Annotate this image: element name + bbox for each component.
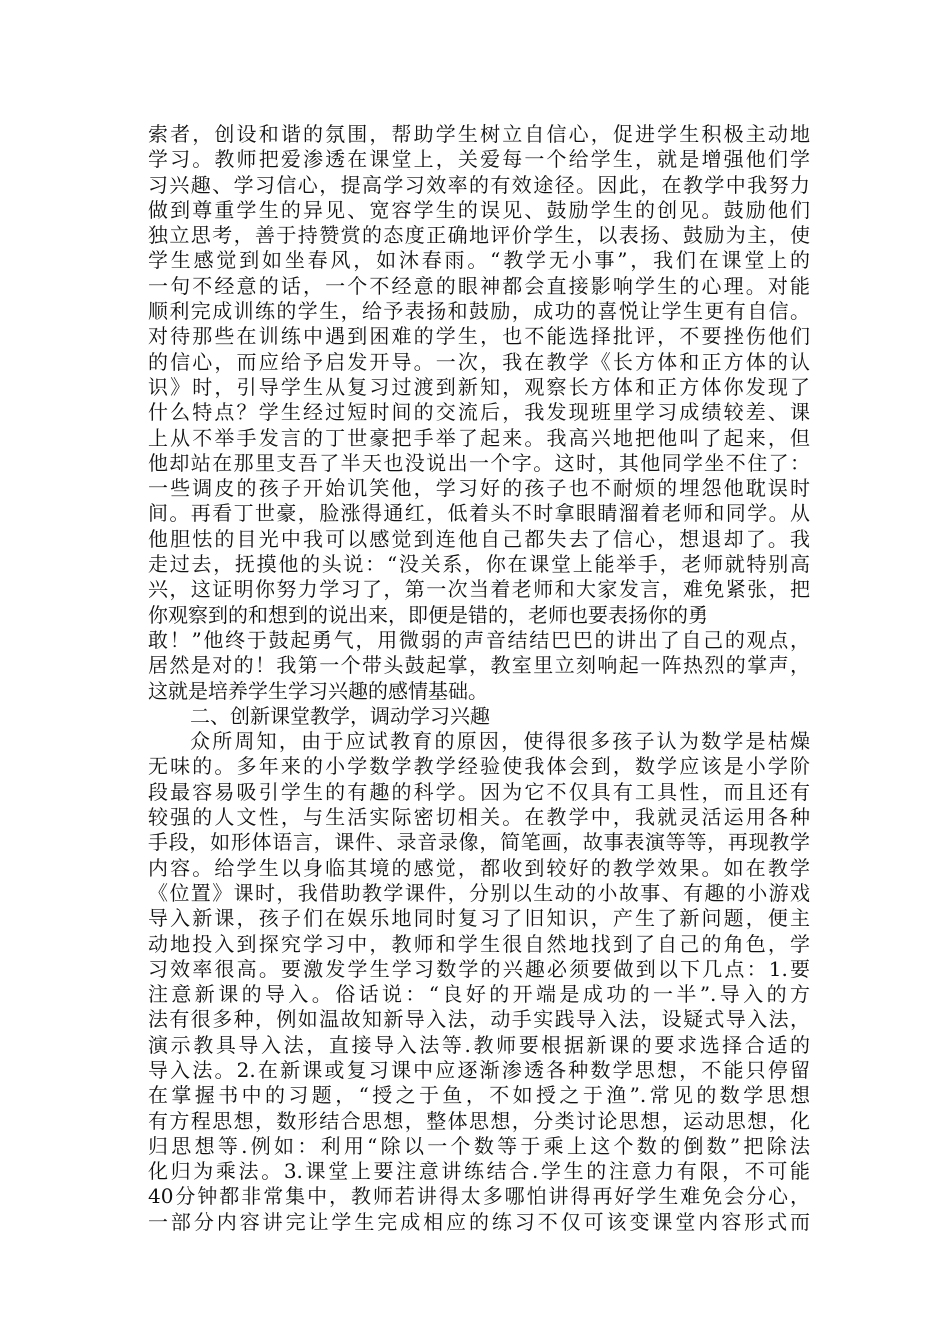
text-line: 居然是对的！我第一个带头鼓起掌，教室里立刻响起一阵热烈的掌声，	[148, 653, 810, 678]
text-line: 较强的人文性，与生活实际密切相关。在教学中，我就灵活运用各种	[148, 805, 810, 830]
text-line: 识》时，引导学生从复习过渡到新知，观察长方体和正方体你发现了	[148, 374, 810, 399]
text-line: 他胆怯的目光中我可以感觉到连他自己都失去了信心，想退却了。我	[148, 526, 810, 551]
text-line: 对待那些在训练中遇到困难的学生，也不能选择批评，不要挫伤他们	[148, 324, 810, 349]
text-line: 做到尊重学生的异见、宽容学生的误见、鼓励学生的创见。鼓励他们	[148, 197, 810, 222]
text-line: 一部分内容讲完让学生完成相应的练习不仅可该变课堂内容形式而	[148, 1209, 810, 1234]
text-line: 归思想等.例如：利用“除以一个数等于乘上这个数的倒数”把除法	[148, 1133, 810, 1158]
text-line: 什么特点？学生经过短时间的交流后，我发现班里学习成绩较差、课	[148, 400, 810, 425]
text-line: 敢！”他终于鼓起勇气，用微弱的声音结结巴巴的讲出了自己的观点，	[148, 627, 810, 652]
text-line: 习兴趣、学习信心，提高学习效率的有效途径。因此，在教学中我努力	[148, 172, 810, 197]
text-line: 独立思考，善于持赞赏的态度正确地评价学生，以表扬、鼓励为主，使	[148, 223, 810, 248]
text-line: 学习。教师把爱渗透在课堂上，关爱每一个给学生，就是增强他们学	[148, 147, 810, 172]
text-line: 内容。给学生以身临其境的感觉，都收到较好的教学效果。如在教学	[148, 855, 810, 880]
text-line: 索者，创设和谐的氛围，帮助学生树立自信心，促进学生积极主动地	[148, 122, 810, 146]
text-line: 兴，这证明你努力学习了，第一次当着老师和大家发言，难免紧张，把	[148, 577, 810, 602]
text-line: 间。再看丁世豪，脸涨得通红，低着头不时拿眼睛溜着老师和同学。从	[148, 501, 810, 526]
text-line: 在掌握书中的习题，“授之于鱼，不如授之于渔”.常见的数学思想	[148, 1083, 810, 1108]
text-line: 上从不举手发言的丁世豪把手举了起来。我高兴地把他叫了起来，但	[148, 425, 810, 450]
text-line: 一句不经意的话，一个不经意的眼神都会直接影响学生的心理。对能	[148, 273, 810, 298]
text-line: 学生感觉到如坐春风，如沐春雨。“教学无小事”，我们在课堂上的	[148, 248, 810, 273]
text-line: 法有很多种，例如温故知新导入法，动手实践导入法，设疑式导入法，	[148, 1007, 810, 1032]
text-line: 演示教具导入法，直接导入法等.教师要根据新课的要求选择合适的	[148, 1032, 810, 1057]
text-line: 顺利完成训练的学生，给予表扬和鼓励，成功的喜悦让学生更有自信。	[148, 299, 810, 324]
text-line: 化归为乘法。3.课堂上要注意讲练结合.学生的注意力有限，不可能	[148, 1159, 810, 1184]
text-line: 走过去，抚摸他的头说：“没关系，你在课堂上能举手，老师就特别高	[148, 552, 810, 577]
paragraph-end-line: 这就是培养学生学习兴趣的感情基础。	[148, 678, 488, 703]
body-text	[148, 122, 810, 1235]
text-line: 动地投入到探究学习中，教师和学生很自然地找到了自己的角色，学	[148, 931, 810, 956]
section-heading: 二、创新课堂教学，调动学习兴趣	[190, 703, 490, 728]
text-line: 40分钟都非常集中，教师若讲得太多哪怕讲得再好学生难免会分心，	[148, 1184, 810, 1209]
text-line: 习效率很高。要激发学生学习数学的兴趣必须要做到以下几点：1.要	[148, 956, 810, 981]
text-line: 有方程思想，数形结合思想，整体思想，分类讨论思想，运动思想，化	[148, 1108, 810, 1133]
text-line: 你观察到的和想到的说出来，即便是错的，老师也要表扬你的勇	[148, 602, 708, 627]
text-line: 导入法。2.在新课或复习课中应逐渐渗透各种数学思想，不能只停留	[148, 1057, 810, 1082]
text-line: 无味的。多年来的小学数学教学经验使我体会到，数学应该是小学阶	[148, 754, 810, 779]
text-line: 的信心，而应给予启发开导。一次，我在教学《长方体和正方体的认	[148, 349, 810, 374]
text-line: 一些调皮的孩子开始讥笑他，学习好的孩子也不耐烦的埋怨他耽误时	[148, 476, 810, 501]
paragraph-first-line: 众所周知，由于应试教育的原因，使得很多孩子认为数学是枯燥	[190, 729, 810, 754]
text-line: 导入新课，孩子们在娱乐地同时复习了旧知识，产生了新问题，便主	[148, 906, 810, 931]
text-line: 注意新课的导入。俗话说：“良好的开端是成功的一半”.导入的方	[148, 982, 810, 1007]
text-line: 他却站在那里支吾了半天也没说出一个字。这时，其他同学坐不住了：	[148, 450, 810, 475]
text-line: 手段，如形体语言，课件、录音录像，简笔画，故事表演等等，再现教学	[148, 830, 810, 855]
text-line: 《位置》课时，我借助教学课件，分别以生动的小故事、有趣的小游戏	[148, 880, 810, 905]
text-line: 段最容易吸引学生的有趣的科学。因为它不仅具有工具性，而且还有	[148, 779, 810, 804]
